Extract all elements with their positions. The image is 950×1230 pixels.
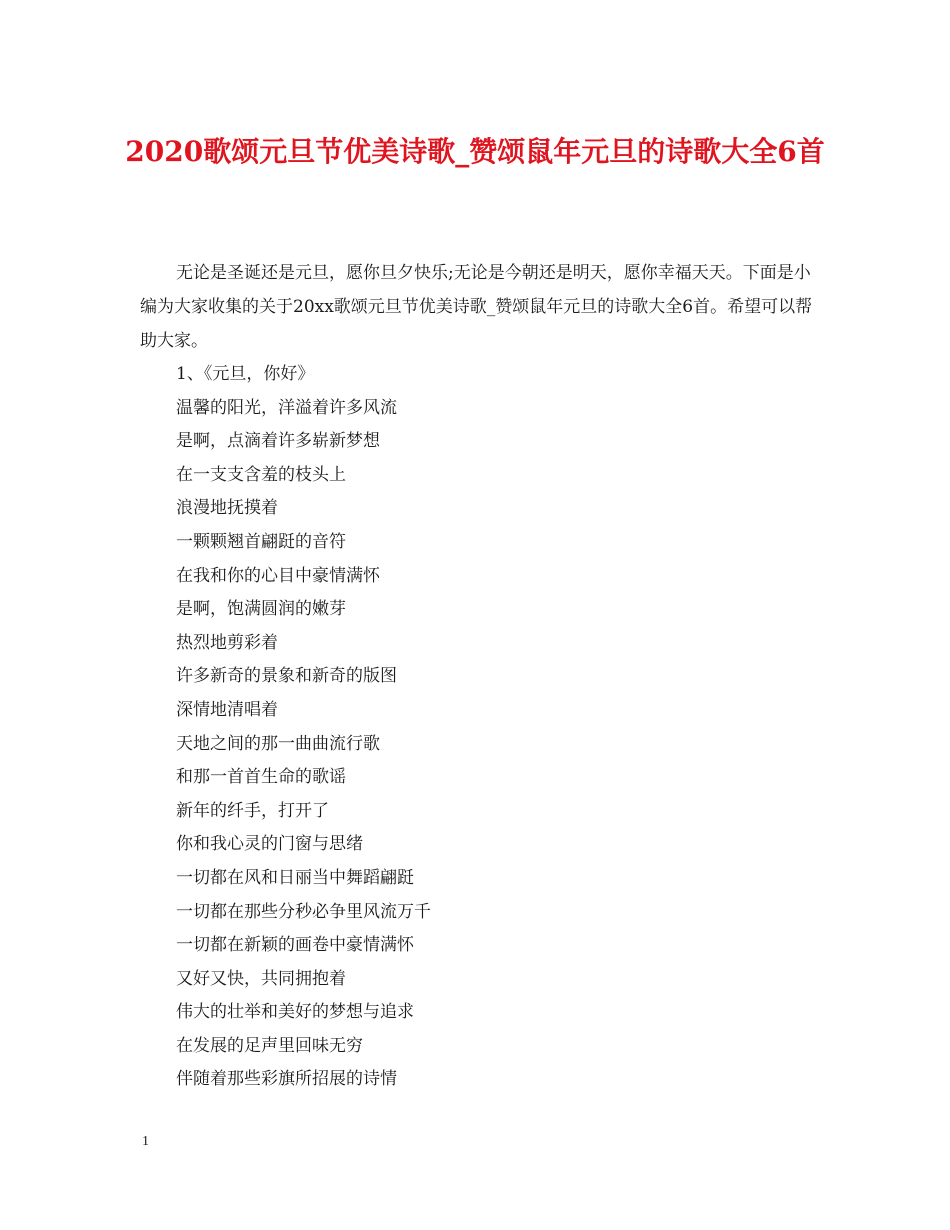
poem-line: 和那一首首生命的歌谣 [176,767,346,788]
intro-paragraph: 无论是圣诞还是元旦，愿你旦夕快乐;无论是今朝还是明天，愿你幸福天天。下面是小编为大家收集的关于20xx歌颂元旦节优美诗歌_赞颂鼠年元旦的诗歌大全6首。希望可以帮助大家。 [140,263,813,351]
poem-line: 伟大的壮举和美好的梦想与追求 [176,1002,414,1023]
poem-line: 浪漫地抚摸着 [176,498,278,519]
poem-line: 是啊，饱满圆润的嫩芽 [176,599,346,620]
poem-line: 一切都在那些分秒必争里风流万千 [176,901,431,922]
poem-line: 在发展的足声里回味无穷 [176,1035,363,1056]
poem-line: 新年的纤手，打开了 [176,800,329,821]
poem-line: 是啊，点滴着许多崭新梦想 [176,431,380,452]
document-title: 2020歌颂元旦节优美诗歌_赞颂鼠年元旦的诗歌大全6首 [125,135,825,168]
poem-line: 深情地清唱着 [176,699,278,720]
poem-line: 一切都在新颖的画卷中豪情满怀 [176,935,414,956]
poem-line: 一切都在风和日丽当中舞蹈翩跹 [176,867,414,888]
poem-line: 一颗颗翘首翩跹的音符 [176,531,346,552]
poem-line: 伴随着那些彩旗所招展的诗情 [176,1069,397,1090]
poem-line: 温馨的阳光，洋溢着许多风流 [176,397,397,418]
poem-line: 你和我心灵的门窗与思绪 [176,834,363,855]
poem-line: 许多新奇的景象和新奇的版图 [176,666,397,687]
poem-line: 在我和你的心目中豪情满怀 [176,565,380,586]
page-number: 1 [142,1134,149,1149]
poem-heading: 1、《元旦，你好》 [176,364,315,384]
poem [176,358,816,1097]
poem-line: 热烈地剪彩着 [176,632,278,653]
poem-line: 在一支支含羞的枝头上 [176,464,346,485]
poem-line: 又好又快，共同拥抱着 [176,968,346,989]
poem-line: 天地之间的那一曲曲流行歌 [176,733,380,754]
